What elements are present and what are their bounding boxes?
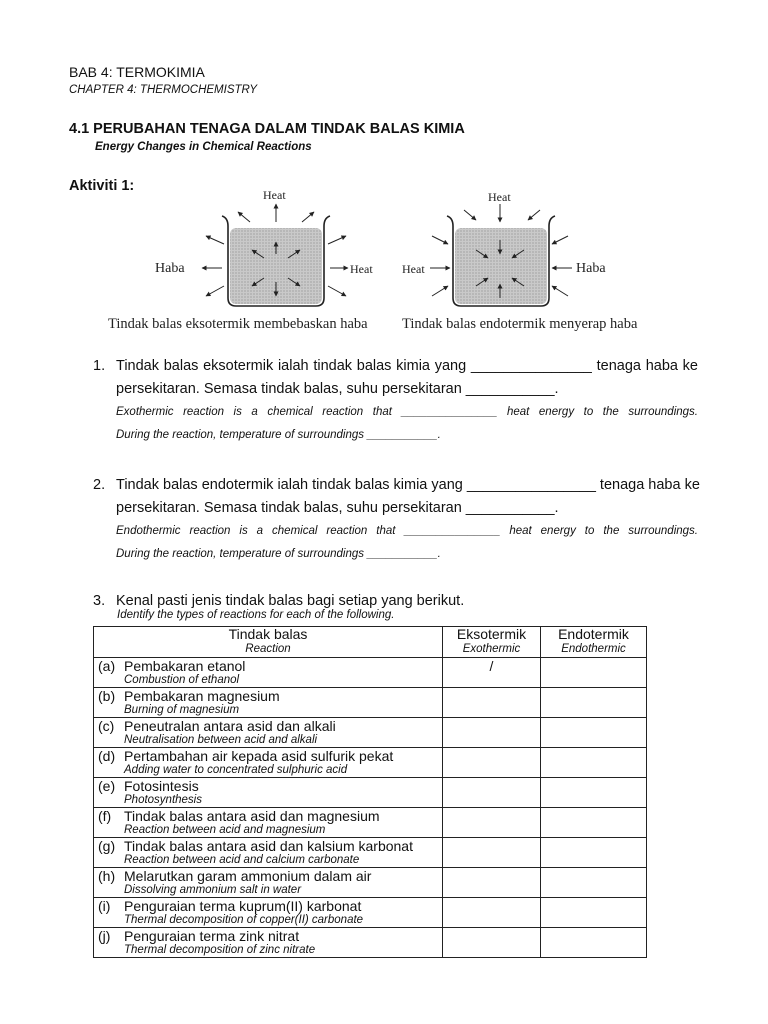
reaction-cell xyxy=(94,778,443,808)
reaction-name: Pembakaran etanol xyxy=(124,658,246,674)
reaction-name: Tindak balas antara asid dan magnesium xyxy=(124,808,380,824)
row-letter: (a) xyxy=(98,658,116,674)
table-header-row xyxy=(94,627,647,658)
reaction-en: Reaction between acid and magnesium xyxy=(124,824,326,836)
row-letter: (g) xyxy=(98,838,116,854)
reaction-cell xyxy=(94,688,443,718)
row-letter: (h) xyxy=(98,868,116,884)
reaction-name: Penguraian terma zink nitrat xyxy=(124,928,300,944)
exothermic-answer-cell[interactable] xyxy=(443,748,541,778)
reaction-name: Tindak balas antara asid dan kalsium karbonat xyxy=(124,838,413,854)
reaction-name: Melarutkan garam ammonium dalam air xyxy=(124,868,372,884)
exo-caption: Tindak balas eksotermik membebaskan haba xyxy=(108,316,368,332)
table-body xyxy=(94,658,647,958)
endothermic-answer-cell[interactable] xyxy=(541,838,647,868)
question-text-line2: persekitaran. Semasa tindak balas, suhu persekitaran ___________. xyxy=(116,500,559,516)
question-en-line1: Exothermic reaction is a chemical reaction that _______________ heat energy to the surroundings. xyxy=(116,406,698,418)
exothermic-answer-cell[interactable]: / xyxy=(443,658,541,688)
reaction-name: Penguraian terma kuprum(II) karbonat xyxy=(124,898,362,914)
reaction-en: Thermal decomposition of zinc nitrate xyxy=(124,944,316,956)
reaction-cell xyxy=(94,748,443,778)
beaker-diagrams xyxy=(100,182,680,332)
table-row xyxy=(94,838,647,868)
question-en-line2: During the reaction, temperature of surroundings ___________. xyxy=(116,429,441,441)
chapter-title: BAB 4: TERMOKIMIA xyxy=(69,64,205,80)
reaction-cell xyxy=(94,928,443,958)
question-text-line1: Tindak balas endotermik ialah tindak balas kimia yang ________________ tenaga haba ke xyxy=(116,477,700,493)
row-letter: (b) xyxy=(98,688,116,704)
exothermic-answer-cell[interactable] xyxy=(443,718,541,748)
question-en-line2: During the reaction, temperature of surroundings ___________. xyxy=(116,548,441,560)
reaction-en: Reaction between acid and calcium carbonate xyxy=(124,854,360,866)
question-2 xyxy=(93,474,698,566)
row-letter: (f) xyxy=(98,808,112,824)
endothermic-answer-cell[interactable] xyxy=(541,808,647,838)
endo-heat-side-label: Heat xyxy=(402,262,425,276)
activity-label: Aktiviti 1: xyxy=(69,178,135,194)
endothermic-answer-cell[interactable] xyxy=(541,778,647,808)
exothermic-answer-cell[interactable] xyxy=(443,778,541,808)
row-letter: (j) xyxy=(98,928,111,944)
table-row xyxy=(94,718,647,748)
exothermic-answer-cell[interactable] xyxy=(443,928,541,958)
chapter-subtitle: CHAPTER 4: THERMOCHEMISTRY xyxy=(69,84,258,96)
exothermic-beaker xyxy=(202,204,348,306)
reaction-en: Thermal decomposition of copper(II) carbonate xyxy=(124,914,364,926)
question-number: 3. xyxy=(93,593,106,609)
question-number: 2. xyxy=(93,477,106,493)
table-row xyxy=(94,928,647,958)
endothermic-answer-cell[interactable] xyxy=(541,748,647,778)
table-row xyxy=(94,868,647,898)
section-title: 4.1 PERUBAHAN TENAGA DALAM TINDAK BALAS KIMIA xyxy=(69,121,465,137)
header-reaction: Tindak balas Reaction xyxy=(94,627,443,658)
reaction-en: Photosynthesis xyxy=(124,794,202,806)
endo-heat-top-label: Heat xyxy=(488,190,511,204)
reaction-cell xyxy=(94,658,443,688)
row-letter: (d) xyxy=(98,748,116,764)
endothermic-answer-cell[interactable] xyxy=(541,898,647,928)
exothermic-answer-cell[interactable] xyxy=(443,688,541,718)
exothermic-answer-cell[interactable] xyxy=(443,838,541,868)
thermochemistry-figure xyxy=(100,182,680,332)
header-exothermic: Eksotermik Exothermic xyxy=(443,627,541,658)
row-letter: (c) xyxy=(98,718,115,734)
endo-caption: Tindak balas endotermik menyerap haba xyxy=(402,316,638,332)
endo-haba-label: Haba xyxy=(576,261,606,276)
endothermic-answer-cell[interactable] xyxy=(541,928,647,958)
endothermic-answer-cell[interactable] xyxy=(541,658,647,688)
section-subtitle: Energy Changes in Chemical Reactions xyxy=(95,141,312,153)
table-row xyxy=(94,808,647,838)
question-1 xyxy=(93,355,698,447)
reaction-table xyxy=(93,626,647,958)
question-text-line1: Tindak balas eksotermik ialah tindak balas kimia yang _______________ tenaga haba ke xyxy=(116,358,698,374)
reaction-cell xyxy=(94,718,443,748)
reaction-name: Fotosintesis xyxy=(124,778,199,794)
exo-heat-side-label: Heat xyxy=(350,262,373,276)
reaction-en: Adding water to concentrated sulphuric acid xyxy=(124,764,348,776)
reaction-en: Burning of magnesium xyxy=(124,704,240,716)
table-row xyxy=(94,778,647,808)
reaction-cell xyxy=(94,868,443,898)
reaction-en: Combustion of ethanol xyxy=(124,674,240,686)
table-row xyxy=(94,658,647,688)
row-letter: (i) xyxy=(98,898,111,914)
reaction-name: Pertambahan air kepada asid sulfurik pekat xyxy=(124,748,394,764)
table-row xyxy=(94,898,647,928)
endothermic-answer-cell[interactable] xyxy=(541,868,647,898)
reaction-cell xyxy=(94,808,443,838)
question-number: 1. xyxy=(93,358,106,374)
reaction-name: Peneutralan antara asid dan alkali xyxy=(124,718,336,734)
question-text: Kenal pasti jenis tindak balas bagi setiap yang berikut. xyxy=(116,593,465,609)
exo-haba-label: Haba xyxy=(155,261,185,276)
exothermic-answer-cell[interactable] xyxy=(443,808,541,838)
exothermic-answer-cell[interactable] xyxy=(443,868,541,898)
header-endothermic: Endotermik Endothermic xyxy=(541,627,647,658)
exo-heat-top-label: Heat xyxy=(263,188,286,202)
reaction-en: Dissolving ammonium salt in water xyxy=(124,884,302,896)
exothermic-answer-cell[interactable] xyxy=(443,898,541,928)
reaction-name: Pembakaran magnesium xyxy=(124,688,280,704)
endothermic-answer-cell[interactable] xyxy=(541,718,647,748)
endothermic-beaker xyxy=(430,204,572,306)
question-text-line2: persekitaran. Semasa tindak balas, suhu persekitaran ___________. xyxy=(116,381,559,397)
reaction-cell xyxy=(94,838,443,868)
table-row xyxy=(94,748,647,778)
reaction-cell xyxy=(94,898,443,928)
table-row xyxy=(94,688,647,718)
endothermic-answer-cell[interactable] xyxy=(541,688,647,718)
question-en-line1: Endothermic reaction is a chemical reaction that _______________ heat energy to the surroundings. xyxy=(116,525,698,537)
reaction-en: Neutralisation between acid and alkali xyxy=(124,734,318,746)
question-en: Identify the types of reactions for each of the following. xyxy=(117,609,395,621)
row-letter: (e) xyxy=(98,778,116,794)
